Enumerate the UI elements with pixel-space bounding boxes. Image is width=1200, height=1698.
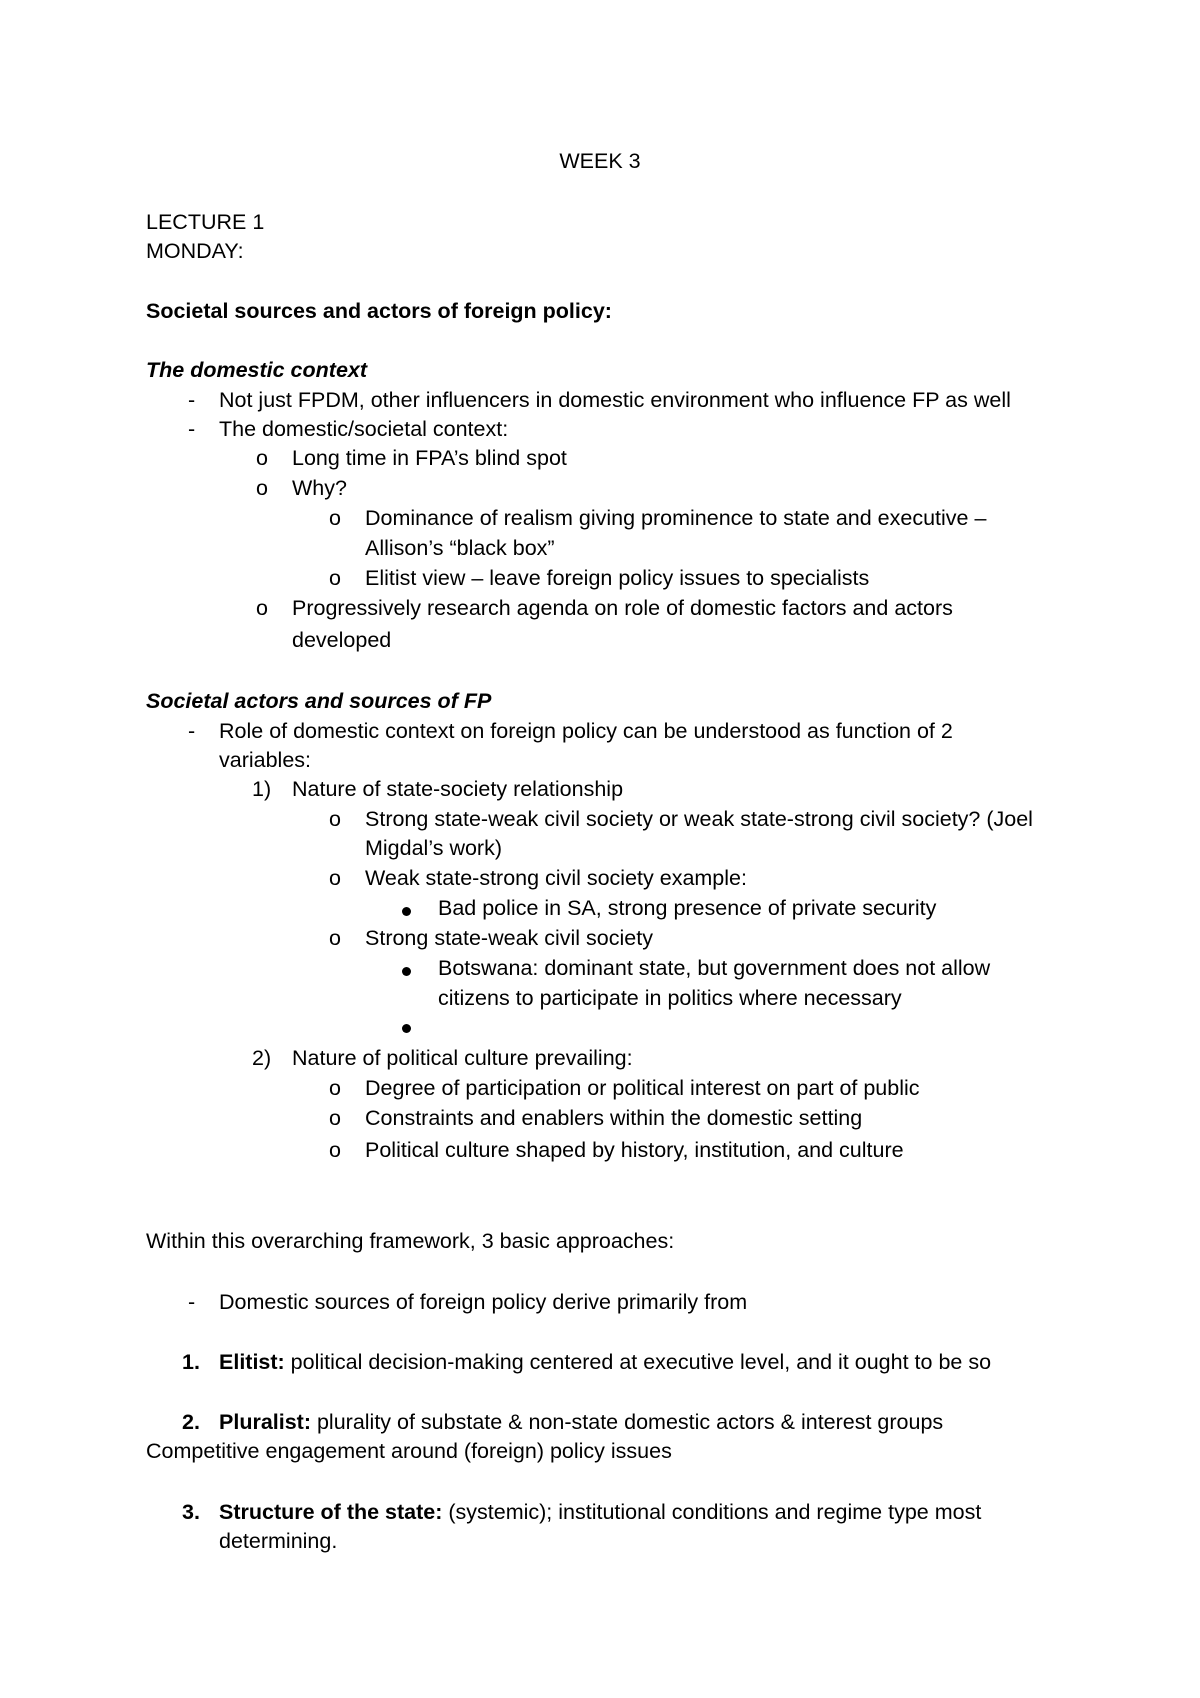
list-item: Long time in FPA’s blind spot (292, 446, 567, 470)
list-item: Degree of participation or political interest on part of public (365, 1076, 920, 1100)
circle-marker: o (329, 506, 341, 530)
approach-term: Elitist: (219, 1350, 285, 1374)
number-marker: 1) (252, 777, 272, 801)
list-item: Role of domestic context on foreign policy can be understood as function of 2 (219, 719, 953, 743)
approach-term: Pluralist: (219, 1410, 311, 1434)
approach-item (219, 1349, 991, 1375)
circle-marker: o (329, 926, 341, 950)
number-marker: 2. (182, 1410, 200, 1434)
list-item: Nature of state-society relationship (292, 777, 624, 801)
list-item: Political culture shaped by history, institution, and culture (365, 1138, 904, 1162)
circle-marker: o (329, 1138, 341, 1162)
number-marker: 1. (182, 1350, 200, 1374)
number-marker: 2) (252, 1046, 272, 1070)
list-item: Progressively research agenda on role of domestic factors and actors (292, 596, 953, 620)
bullet-marker (402, 1024, 411, 1033)
societal-actors-heading: Societal actors and sources of FP (146, 689, 492, 713)
domestic-context-heading: The domestic context (146, 358, 368, 382)
section-heading: Societal sources and actors of foreign policy: (146, 299, 612, 323)
list-item: Botswana: dominant state, but government does not allow (438, 956, 991, 980)
dash-marker: - (188, 388, 196, 412)
approach-text: plurality of substate & non-state domestic actors & interest groups (311, 1410, 944, 1434)
list-item: Not just FPDM, other influencers in domestic environment who influence FP as well (219, 388, 1011, 412)
lecture-label: LECTURE 1 (146, 210, 265, 234)
circle-marker: o (329, 1106, 341, 1130)
list-item: Bad police in SA, strong presence of private security (438, 896, 937, 920)
list-item: Nature of political culture prevailing: (292, 1046, 633, 1070)
list-item: Dominance of realism giving prominence to state and executive – (365, 506, 987, 530)
approach-text: political decision-making centered at executive level, and it ought to be so (284, 1350, 992, 1374)
circle-marker: o (329, 866, 341, 890)
dash-marker: - (188, 719, 196, 743)
list-item: Why? (292, 476, 347, 500)
list-item-continuation: Allison’s “black box” (365, 536, 555, 560)
approach-term: Structure of the state: (219, 1500, 443, 1524)
list-item: Constraints and enablers within the domestic setting (365, 1106, 863, 1130)
dash-marker: - (188, 1290, 196, 1314)
circle-marker: o (329, 1076, 341, 1100)
dash-marker: - (188, 417, 196, 441)
list-item: Strong state-weak civil society (365, 926, 653, 950)
list-item: The domestic/societal context: (219, 417, 509, 441)
number-marker: 3. (182, 1500, 200, 1524)
approach-continuation: determining. (219, 1529, 338, 1553)
approach-item (219, 1409, 943, 1435)
approaches-intro: Within this overarching framework, 3 basic approaches: (146, 1229, 675, 1253)
list-item-continuation: Migdal’s work) (365, 836, 502, 860)
day-label: MONDAY: (146, 239, 244, 263)
circle-marker: o (329, 807, 341, 831)
list-item-continuation: variables: (219, 748, 312, 772)
week-title: WEEK 3 (559, 149, 641, 173)
list-item: Domestic sources of foreign policy derive primarily from (219, 1290, 748, 1314)
approach-continuation: Competitive engagement around (foreign) policy issues (146, 1439, 672, 1463)
list-item-continuation: developed (292, 628, 392, 652)
list-item: Strong state-weak civil society or weak state-strong civil society? (Joel (365, 807, 1033, 831)
approach-text: (systemic); institutional conditions and regime type most (442, 1500, 982, 1524)
list-item-continuation: citizens to participate in politics where necessary (438, 986, 902, 1010)
circle-marker: o (256, 476, 268, 500)
approach-item (219, 1499, 981, 1525)
circle-marker: o (256, 596, 268, 620)
list-item: Elitist view – leave foreign policy issues to specialists (365, 566, 870, 590)
bullet-marker (402, 967, 411, 976)
list-item: Weak state-strong civil society example: (365, 866, 747, 890)
circle-marker: o (256, 446, 268, 470)
circle-marker: o (329, 566, 341, 590)
bullet-marker (402, 907, 411, 916)
